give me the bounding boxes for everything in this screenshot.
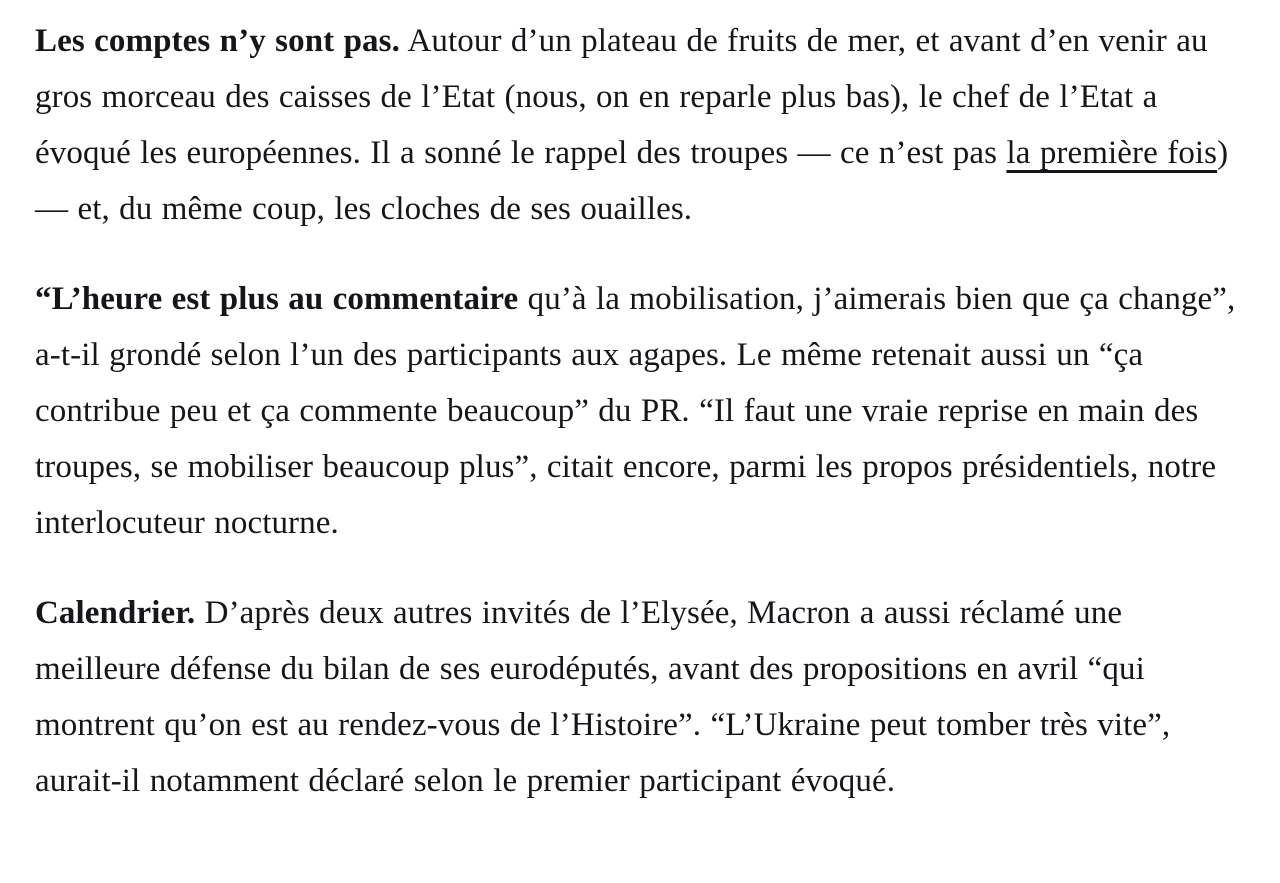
paragraph-text: Autour d’un plateau de fruits de mer, et avant d’en venir au gros morceau des caisses de l’Etat (nous, on en reparle plus bas), le chef de l’Etat a évoqué les européennes. Il a sonné le rappel des troupes — ce n’est pas	[35, 23, 1208, 171]
paragraph-lead-bold: Les comptes n’y sont pas.	[35, 23, 400, 59]
inline-link[interactable]: la première fois	[1006, 135, 1218, 171]
paragraph-lead-bold: “L’heure est plus au commentaire	[35, 281, 519, 317]
paragraph-lead-bold: Calendrier.	[35, 595, 196, 631]
paragraph-text: D’après deux autres invités de l’Elysée, Macron a aussi réclamé une meilleure défense du bilan de ses eurodéputés, avant des propositions en avril “qui montrent qu’on est au rendez-vous de l’Histoire”. “L’Ukraine peut tomber très vite”, aurait-il notamment déclaré selon le premier participant évoqué.	[35, 595, 1171, 799]
paragraph	[35, 271, 1250, 551]
paragraph	[35, 13, 1250, 237]
paragraph-text: ) — et, du même coup, les cloches de ses ouailles.	[35, 135, 1229, 227]
paragraph-text: qu’à la mobilisation, j’aimerais bien que ça change”, a-t-il grondé selon l’un des participants aux agapes. Le même retenait aussi un “ça contribue peu et ça commente beaucoup” du PR. “Il faut une vraie reprise en main des troupes, se mobiliser beaucoup plus”, citait encore, parmi les propos présidentiels, notre interlocuteur nocturne.	[35, 281, 1236, 541]
paragraph	[35, 585, 1250, 809]
